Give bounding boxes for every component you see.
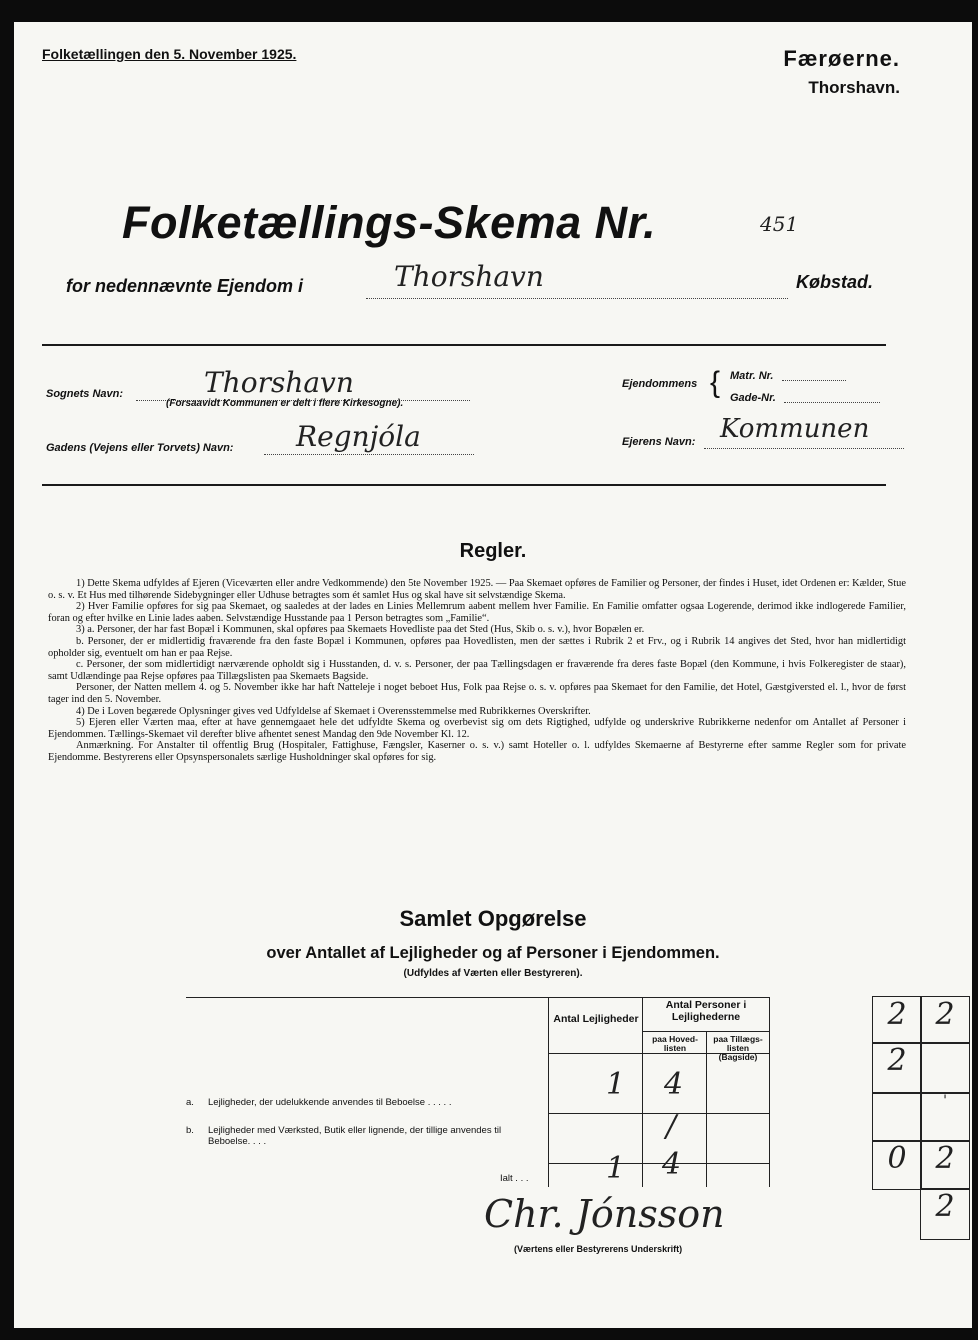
summary-title: Samlet Opgørelse (399, 906, 587, 931)
top-divider (42, 344, 886, 346)
street-line (264, 454, 474, 455)
rule-paragraph: c. Personer, der som midlertidigt nærværende opholdt sig i Husstanden, d. v. s. Personer, der paa Tællingsdagen er fraværende fra deres faste Bopæl (den Kommune, i hvis Folkeregister de staar), samt Udlændinge paa Rejse opføres paa Tillægslisten paa Skemaets Bagside. (48, 659, 906, 682)
signature-caption: (Værtens eller Bestyrerens Underskrift) (514, 1244, 683, 1254)
total-main: 4 (662, 1147, 682, 1182)
table-col-rule (769, 997, 770, 1187)
for-value-line (366, 298, 788, 299)
tally-cell: 2 (872, 996, 922, 1044)
gade-line (784, 402, 880, 403)
census-date-line: Folketællingen den 5. November 1925. (42, 46, 297, 62)
property-for-label: for nedennævnte Ejendom i (66, 276, 304, 296)
row-b-main: / (666, 1109, 677, 1144)
signature: Chr. Jónsson (484, 1192, 725, 1236)
rule-paragraph: 5) Ejeren eller Værten maa, efter at have gennemgaaet hele det udfyldte Skema og overbevist sig om dets Rigtighed, udfylde og underskrive Rubrikkerne nedenfor om Antallet af Personer i Ejendommen. Tællings-Skemaet vil derefter blive afhentet senest Mandag den 9de November Kl. 12. (48, 717, 906, 740)
table-col-rule (642, 997, 643, 1187)
tally-cell: 2 (872, 1042, 922, 1094)
brace-icon: { (710, 366, 721, 399)
summary-note: (Udfyldes af Værten eller Bestyreren). (403, 968, 583, 979)
census-form-page (14, 22, 972, 1328)
row-label: Lejligheder, der udelukkende anvendes til Beboelse . . . . . (208, 1097, 452, 1108)
summary-subtitle: over Antallet af Lejligheder og af Personer i Ejendommen. (266, 944, 720, 962)
row-letter: b. (186, 1125, 194, 1136)
table-row-rule (548, 1113, 770, 1114)
owner-line (704, 448, 904, 449)
tally-cell (872, 1092, 922, 1142)
street-value: Regnjóla (296, 420, 421, 453)
row-letter: a. (186, 1097, 194, 1108)
table-row-rule (548, 1163, 770, 1164)
col-persons-header: Antal Personer i Lejlighederne (665, 999, 747, 1023)
row-a-apartments: 1 (606, 1067, 626, 1102)
form-title: Folketællings-Skema Nr. (122, 197, 657, 248)
col-supp-header: paa Tillægs-listen (Bagside) (713, 1034, 763, 1062)
tally-cell: 2 (920, 1140, 970, 1190)
matr-line (782, 380, 846, 381)
fields-divider (42, 484, 886, 486)
rules-heading: Regler. (459, 540, 527, 562)
tally-cell: 0 (872, 1140, 922, 1190)
property-town-value: Thorshavn (394, 260, 544, 293)
kobstad-label: Købstad. (796, 272, 874, 292)
col-main-header: paa Hoved-listen (652, 1034, 698, 1053)
parish-label: Sognets Navn: (46, 388, 124, 400)
row-a-main: 4 (664, 1067, 684, 1102)
tally-cell (920, 1042, 970, 1094)
owner-label: Ejerens Navn: (622, 436, 696, 448)
summary-table (186, 997, 770, 1189)
total-label: Ialt . . . (500, 1173, 529, 1184)
rule-paragraph: 4) De i Loven begærede Oplysninger gives ved Udfyldelse af Skemaet i Overensstemmelse med Rubrikkernes Overskrifter. (76, 705, 591, 717)
town-heading: Thorshavn. (808, 78, 900, 97)
row-label: Lejligheder med Værksted, Butik eller lignende, der tillige anvendes til Beboelse. . . . (208, 1125, 502, 1147)
tally-cell: 2 (920, 996, 970, 1044)
form-number: 451 (760, 212, 799, 236)
region-heading: Færøerne. (783, 46, 900, 71)
table-top-rule (186, 997, 770, 998)
owner-value: Kommunen (720, 414, 870, 444)
rule-paragraph: 3) a. Personer, der har fast Bopæl i Kommunen, skal opføres paa Skemaets Hovedliste paa det Sted (Hus, Skib o. s. v.), hvor Bopælen er. (76, 624, 645, 636)
col-apartments-header: Antal Lejligheder (553, 1013, 639, 1025)
tally-cell: 2 (920, 1188, 970, 1240)
matr-label: Matr. Nr. (730, 370, 774, 382)
street-label: Gadens (Vejens eller Torvets) Navn: (46, 442, 234, 454)
total-apartments: 1 (606, 1151, 626, 1186)
property-label: Ejendommens (622, 378, 698, 390)
rule-paragraph: Personer, der Natten mellem 4. og 5. November ikke har haft Natteleje i noget beboet Hus, Folk paa Rejse o. s. v. opføres paa Skemaet for den Familie, det Hotel, Gæstgiversted el. l., hvor de først tager ind den 5. November. (48, 682, 906, 705)
rule-paragraph: 1) Dette Skema udfyldes af Ejeren (Viceværten eller andre Vedkommende) den 5te November 1925. — Paa Skemaet opføres de Familier og Personer, der findes i Huset, idet Ordenen er: Kælder, Stue o. s. v. Et Hus med tilhørende Sidebygninger eller Udhuse betragtes som ét samlet Hus og skal have sit selvstændige Skema. (48, 578, 906, 601)
rules-body (48, 578, 906, 764)
parish-value: Thorshavn (204, 366, 354, 399)
gade-label: Gade-Nr. (730, 392, 776, 404)
rule-paragraph: 2) Hver Familie opføres for sig paa Skemaet, og saaledes at der lades en Linies Mellemrum aabent mellem hver Familie. En Familie omfatter ogsaa Logerende, derimod ikke indlogerede Familier, foran og efter hvilke en Linie lades aaben. Selvstændige Husstande paa 1 Person betragtes som „Familie“. (48, 601, 906, 624)
rule-paragraph: b. Personer, der er midlertidig fraværende fra den faste Bopæl i Kommunen, opføres paa Hovedlisten, men der sættes i Rubrik 2 et Frv., og i Rubrik 14 angives det Sted, hvor han midlertidigt opholder sig, eventuelt om han er paa Rejse. (48, 635, 906, 659)
table-col-rule (548, 997, 549, 1187)
rule-paragraph: Anmærkning. For Anstalter til offentlig Brug (Hospitaler, Fattighuse, Fængsler, Kaserner o. s. v.) samt Hoteller o. l. udfyldes Skemaerne af Bestyrerne efter samme Regler som for private Ejendomme. Bestyrerens eller Opsynspersonalets særlige Husholdninger skal opføres for sig. (48, 740, 906, 763)
table-header-rule (642, 1031, 770, 1032)
tally-cell: ' (920, 1092, 970, 1142)
parish-note: (Forsaavidt Kommunen er delt i flere Kirkesogne). (166, 398, 404, 409)
